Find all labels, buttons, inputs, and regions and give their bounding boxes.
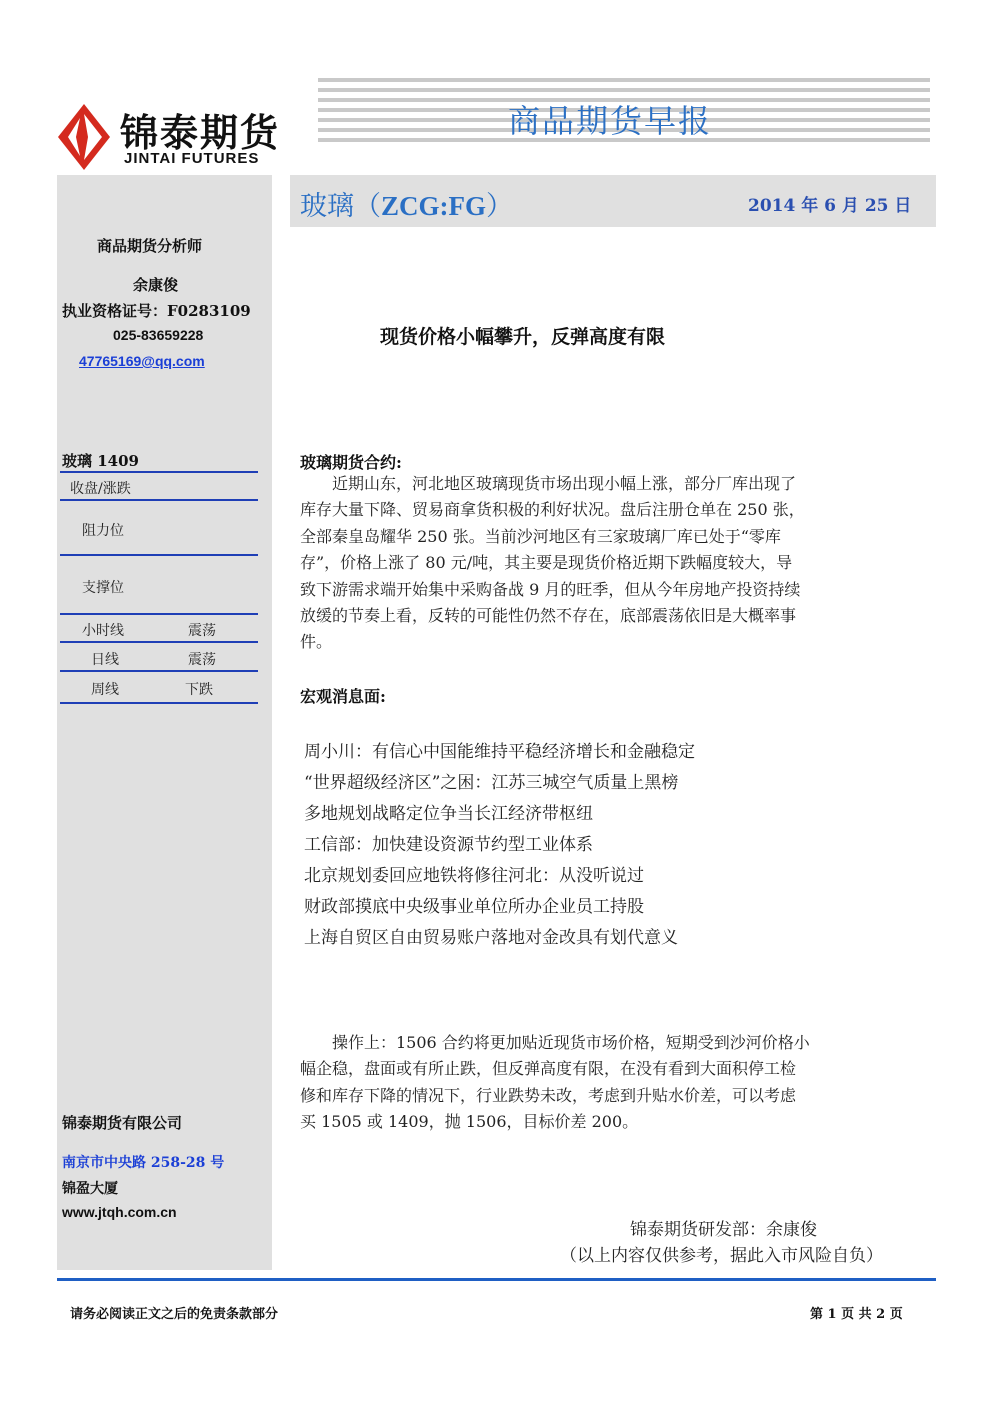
section-heading: 宏观消息面: [300,687,386,706]
paragraph-line: 幅企稳，盘面或有所止跌，但反弹高度有限，在没有看到大面积停工检 [300,1059,797,1079]
table-row-label: 阻力位 [82,523,124,539]
contract-paragraph [300,471,926,656]
table-row-label: 支撑位 [82,580,124,596]
company-website[interactable]: www.jtqh.com.cn [62,1204,177,1220]
headline: 现货价格小幅攀升，反弹高度有限 [380,326,666,348]
analyst-license: 执业资格证号：F0283109 [62,302,251,320]
paragraph-line: 存”，价格上涨了 80 元/吨，其主要是现货价格近期下跌幅度较大，导 [300,553,793,573]
company-full-name: 锦泰期货有限公司 [62,1114,183,1132]
table-divider [60,702,258,704]
report-title: 商品期货早报 [508,102,713,140]
table-row-label: 日线 [91,652,119,668]
table-divider [60,670,258,672]
company-building: 锦盈大厦 [62,1181,118,1197]
table-divider [60,554,258,556]
news-item: 周小川：有信心中国能维持平稳经济增长和金融稳定 [304,742,695,762]
paragraph-line: 近期山东，河北地区玻璃现货市场出现小幅上涨，部分厂库出现了 [300,474,797,493]
table-row-label: 周线 [91,682,119,698]
analyst-phone: 025-83659228 [113,327,204,343]
news-item: 北京规划委回应地铁将修往河北：从没听说过 [304,866,644,886]
section-heading: 玻璃期货合约: [300,453,402,472]
company-name-cn: 锦泰期货 [120,111,281,155]
analyst-role: 商品期货分析师 [97,237,203,255]
company-name-en: JINTAI FUTURES [124,150,260,167]
product-name: 玻璃（ [300,191,381,222]
news-item: 工信部：加快建设资源节约型工业体系 [304,835,593,855]
analyst-name: 余康俊 [133,276,179,294]
analyst-email-link[interactable]: 47765169@qq.com [79,353,205,369]
company-logo-icon [58,104,110,170]
operation-paragraph [300,1030,926,1136]
banner-stripe [318,88,930,92]
paragraph-line: 件。 [300,632,333,652]
product-title [300,184,513,223]
table-divider [60,499,258,501]
company-address: 南京市中央路 258-28 号 [62,1155,225,1171]
product-code: ZCG:FG [381,191,486,221]
table-divider [60,641,258,643]
page-number: 第 1 页 共 2 页 [810,1307,903,1322]
contract-title: 玻璃 1409 [62,452,139,470]
paragraph-line: 修和库存下降的情况下，行业跌势未改，考虑到升贴水价差，可以考虑 [300,1085,797,1105]
report-date: 2014 年 6 月 25 日 [748,196,912,216]
signature-author: 锦泰期货研发部：余康俊 [630,1220,817,1240]
paragraph-line: 放缓的节奏上看，反转的可能性仍然不存在，底部震荡依旧是大概率事 [300,606,797,626]
table-row-label: 小时线 [82,623,124,639]
table-row-value: 震荡 [188,652,216,668]
paragraph-line: 操作上：1506 合约将更加贴近现货市场价格，短期受到沙河价格小 [300,1033,810,1052]
table-divider [60,613,258,615]
news-item: 财政部摸底中央级事业单位所办企业员工持股 [304,897,644,917]
banner-stripe [318,78,930,82]
table-row-label: 收盘/涨跌 [70,481,131,497]
table-row-value: 震荡 [188,623,216,639]
table-divider [60,471,258,473]
paragraph-line: 库存大量下降、贸易商拿货积极的利好状况。盘后注册仓单在 250 张， [300,500,805,520]
news-item: 上海自贸区自由贸易账户落地对金改具有划代意义 [304,928,678,948]
news-item: “世界超级经济区”之困：江苏三城空气质量上黑榜 [304,773,679,793]
footer-notice: 请务必阅读正文之后的免责条款部分 [70,1307,279,1322]
paragraph-line: 买 1505 或 1409，抛 1506，目标价差 200。 [300,1112,639,1132]
news-item: 多地规划战略定位争当长江经济带枢纽 [304,804,593,824]
product-close: ） [486,191,513,222]
footer-rule [57,1278,936,1281]
paragraph-line: 全部秦皇岛耀华 250 张。当前沙河地区有三家玻璃厂库已处于“零库 [300,526,781,546]
signature-disclaimer: （以上内容仅供参考，据此入市风险自负） [560,1246,883,1266]
paragraph-line: 致下游需求端开始集中采购备战 9 月的旺季，但从今年房地产投资持续 [300,579,801,599]
table-row-value: 下跌 [185,682,213,698]
